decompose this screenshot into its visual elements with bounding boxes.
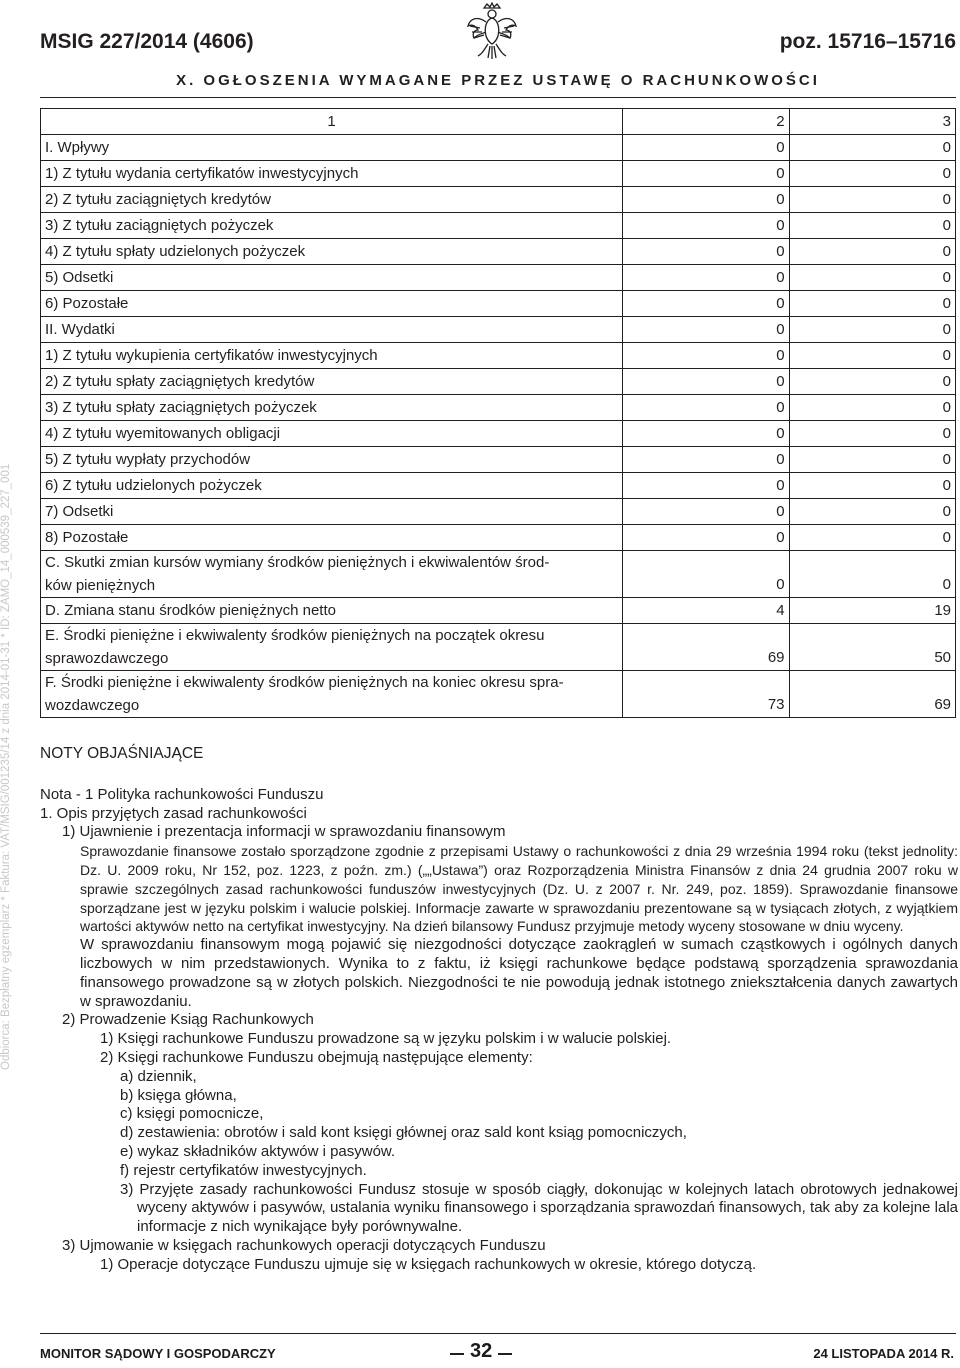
note-paragraph: b) księga główna, [120, 1086, 237, 1104]
row-value: 0 [789, 265, 955, 291]
table-row [41, 369, 956, 395]
row-value: 0 [789, 343, 955, 369]
row-value: 0 [623, 291, 789, 317]
table-header-row [41, 109, 956, 135]
header-divider [40, 97, 956, 98]
explanatory-notes [40, 745, 958, 1275]
row-value: 0 [623, 447, 789, 473]
note-paragraph: 1. Opis przyjętych zasad rachunkowości [40, 804, 307, 822]
row-label [41, 265, 623, 291]
row-label-text: 3) Z tytułu spłaty zaciągniętych pożyczek [45, 399, 317, 416]
row-label-text: 3) Z tytułu zaciągniętych pożyczek [45, 217, 274, 234]
row-label-text: 7) Odsetki [45, 503, 114, 520]
row-label [41, 421, 623, 447]
note-paragraph: W sprawozdaniu finansowym mogą pojawić się niezgodności dotyczące zaokrągleń w sumach cząstkowych i ogólnych danych liczbowych w nim przedstawionych. Wynika to z faktu, iż księgi rachunkowe będące podstawą sporządzenia sprawozdania finansowego prowadzone są w złotych polskich. Niezgodności te nie powodują jednak istotnego zniekształcenia danych zawartych w sprawozdaniu. [80, 936, 958, 1010]
row-label-text: 5) Z tytułu wypłaty przychodów [45, 451, 251, 468]
row-value: 0 [623, 343, 789, 369]
recipient-watermark: Odbiorca: Bezpłatny egzemplarz * Faktura: VAT/MSIG/001235/14 z dnia 2014-01-31 * ID: ZAMO_14_000539_227_001 [0, 463, 12, 1070]
row-value: 0 [623, 213, 789, 239]
table-row [41, 473, 956, 499]
row-label [41, 343, 623, 369]
row-value: 0 [789, 239, 955, 265]
table-row [41, 598, 956, 624]
row-label-text: 1) Z tytułu wydania certyfikatów inwestycyjnych [45, 165, 359, 182]
note-paragraph: 1) Ujawnienie i prezentacja informacji w sprawozdaniu finansowym [62, 823, 506, 841]
row-label-text: E. Środki pieniężne i ekwiwalenty środków pieniężnych na początek okresu [45, 627, 545, 644]
row-label [41, 473, 623, 499]
column-header: 3 [789, 109, 955, 135]
row-label-text: II. Wydatki [45, 321, 115, 338]
table-row [41, 187, 956, 213]
row-label-continuation: sprawozdawczego [45, 650, 169, 667]
row-label [41, 525, 623, 551]
row-value: 0 [623, 369, 789, 395]
row-label [41, 395, 623, 421]
note-paragraph: 1) Operacje dotyczące Funduszu ujmuje się w księgach rachunkowych w okresie, którego dotyczą. [100, 1255, 757, 1273]
row-label-text: C. Skutki zmian kursów wymiany środków pieniężnych i ekwiwalentów środ- [45, 554, 550, 571]
row-label [41, 291, 623, 317]
row-value: 0 [623, 239, 789, 265]
table-row [41, 135, 956, 161]
row-value: 0 [623, 317, 789, 343]
notes-heading: NOTY OBJAŚNIAJĄCE [40, 745, 204, 762]
row-label [41, 161, 623, 187]
row-label [41, 447, 623, 473]
row-value: 0 [623, 161, 789, 187]
row-value: 73 [623, 671, 789, 718]
note-paragraph: d) zestawienia: obrotów i sald kont księgi głównej oraz sald kont ksiąg pomocniczych, [120, 1124, 687, 1142]
row-label [41, 239, 623, 265]
row-label [41, 369, 623, 395]
table-row [41, 447, 956, 473]
note-paragraph: 1) Księgi rachunkowe Funduszu prowadzone są w języku polskim i w walucie polskiej. [100, 1030, 672, 1048]
publication-date: 24 LISTOPADA 2014 R. [813, 1346, 954, 1361]
row-label [41, 499, 623, 525]
publication-name: MONITOR SĄDOWY I GOSPODARCZY [40, 1346, 276, 1361]
row-label [41, 598, 623, 624]
row-value: 0 [623, 473, 789, 499]
note-paragraph: 3) Przyjęte zasady rachunkowości Fundusz stosuje w sposób ciągły, dokonując w kolejnych latach obrotowych jednakowej wyceny aktywów i pasywów, ustalania wyniku finansowego i sporządzania sprawozdań finansowych, tak aby za kolejne lala informacje z nich wynikające były porównywalne. [120, 1180, 958, 1236]
footer-divider [40, 1333, 956, 1334]
row-label [41, 213, 623, 239]
section-title: X. OGŁOSZENIA WYMAGANE PRZEZ USTAWĘ O RACHUNKOWOŚCI [176, 72, 820, 89]
note-paragraph: e) wykaz składników aktywów i pasywów. [120, 1142, 396, 1160]
row-value: 0 [789, 213, 955, 239]
row-value: 0 [789, 161, 955, 187]
row-value: 0 [789, 395, 955, 421]
table-row [41, 317, 956, 343]
table-row [41, 343, 956, 369]
row-value: 0 [789, 187, 955, 213]
row-value: 50 [789, 624, 955, 671]
row-label [41, 317, 623, 343]
note-paragraph: a) dziennik, [120, 1067, 197, 1085]
column-header: 1 [41, 109, 623, 135]
row-label-text: 1) Z tytułu wykupienia certyfikatów inwestycyjnych [45, 347, 378, 364]
row-label-text: 4) Z tytułu spłaty udzielonych pożyczek [45, 243, 306, 260]
row-value: 0 [789, 499, 955, 525]
table-row [41, 551, 956, 598]
table-row [41, 499, 956, 525]
cash-flow-table [40, 108, 956, 718]
row-value: 0 [789, 135, 955, 161]
row-value: 0 [623, 525, 789, 551]
table-row [41, 239, 956, 265]
row-label [41, 135, 623, 161]
row-value: 0 [623, 551, 789, 598]
row-value: 0 [623, 265, 789, 291]
row-label-continuation: wozdawczego [45, 697, 140, 714]
row-label-text: 6) Pozostałe [45, 295, 129, 312]
note-paragraph: Sprawozdanie finansowe zostało sporządzone zgodnie z przepisami Ustawy o rachunkowości z dnia 29 września 1994 roku (tekst jednolity: Dz. U. 2009 roku, Nr 152, poz. 1223, z poźn. zm.) („„Ustawa”) oraz Rozporządzenia Ministra Finansów z dnia 24 grudnia 2007 roku w sprawie szczególnych zasad rachunkowości funduszów inwestycyjnych (Dz. U. z 2007 r. Nr. 249, poz. 1859). Sprawozdanie finansowe sporządzane jest w języku polskim i walucie polskiej. Informacje zawarte w sprawozdaniu prezentowane są w tysiącach złotych, z wyjątkiem wartości aktywów netto na certyfikat inwestycyjny. Na dzień bilansowy Fundusz przyjmuje metody wyceny stosowane w dniu wyceny. [80, 843, 958, 935]
row-value: 0 [789, 551, 955, 598]
journal-issue: MSIG 227/2014 (4606) [40, 30, 254, 53]
note-paragraph: 2) Księgi rachunkowe Funduszu obejmują następujące elementy: [100, 1048, 533, 1066]
table-row [41, 671, 956, 718]
table-row [41, 525, 956, 551]
row-label-text: I. Wpływy [45, 139, 110, 156]
table-row [41, 291, 956, 317]
row-label [41, 551, 623, 598]
row-value: 69 [623, 624, 789, 671]
row-label [41, 624, 623, 671]
table-row [41, 213, 956, 239]
table-row [41, 161, 956, 187]
row-value: 0 [623, 187, 789, 213]
row-label-text: 4) Z tytułu wyemitowanych obligacji [45, 425, 281, 442]
row-value: 0 [623, 499, 789, 525]
row-label-text: 2) Z tytułu zaciągniętych kredytów [45, 191, 271, 208]
row-value: 0 [789, 317, 955, 343]
row-value: 0 [789, 473, 955, 499]
position-number: poz. 15716–15716 [779, 30, 956, 53]
column-header: 2 [623, 109, 789, 135]
row-label-text: F. Środki pieniężne i ekwiwalenty środków pieniężnych na koniec okresu spra- [45, 674, 564, 691]
row-label-text: 5) Odsetki [45, 269, 114, 286]
row-value: 0 [789, 447, 955, 473]
note-paragraph: c) księgi pomocnicze, [120, 1105, 264, 1123]
row-label [41, 671, 623, 718]
note-paragraph: Nota - 1 Polityka rachunkowości Funduszu [40, 785, 324, 803]
eagle-emblem-icon [466, 2, 518, 60]
row-value: 0 [789, 421, 955, 447]
row-label-text: 8) Pozostałe [45, 529, 129, 546]
note-paragraph: 3) Ujmowanie w księgach rachunkowych operacji dotyczących Funduszu [62, 1236, 546, 1254]
row-value: 0 [789, 369, 955, 395]
table-row [41, 624, 956, 671]
note-paragraph: 2) Prowadzenie Ksiąg Rachunkowych [62, 1011, 314, 1029]
row-value: 0 [789, 525, 955, 551]
row-value: 4 [623, 598, 789, 624]
row-label-text: 2) Z tytułu spłaty zaciągniętych kredytów [45, 373, 315, 390]
table-row [41, 265, 956, 291]
row-value: 0 [623, 135, 789, 161]
row-label-continuation: ków pieniężnych [45, 577, 156, 594]
row-label-text: D. Zmiana stanu środków pieniężnych netto [45, 602, 336, 619]
row-value: 69 [789, 671, 955, 718]
row-value: 0 [623, 421, 789, 447]
page-number: 32 [470, 1340, 493, 1362]
note-paragraph: f) rejestr certyfikatów inwestycyjnych. [120, 1161, 367, 1179]
row-value: 19 [789, 598, 955, 624]
row-label [41, 187, 623, 213]
table-row [41, 395, 956, 421]
row-value: 0 [623, 395, 789, 421]
row-value: 0 [789, 291, 955, 317]
table-row [41, 421, 956, 447]
row-label-text: 6) Z tytułu udzielonych pożyczek [45, 477, 262, 494]
